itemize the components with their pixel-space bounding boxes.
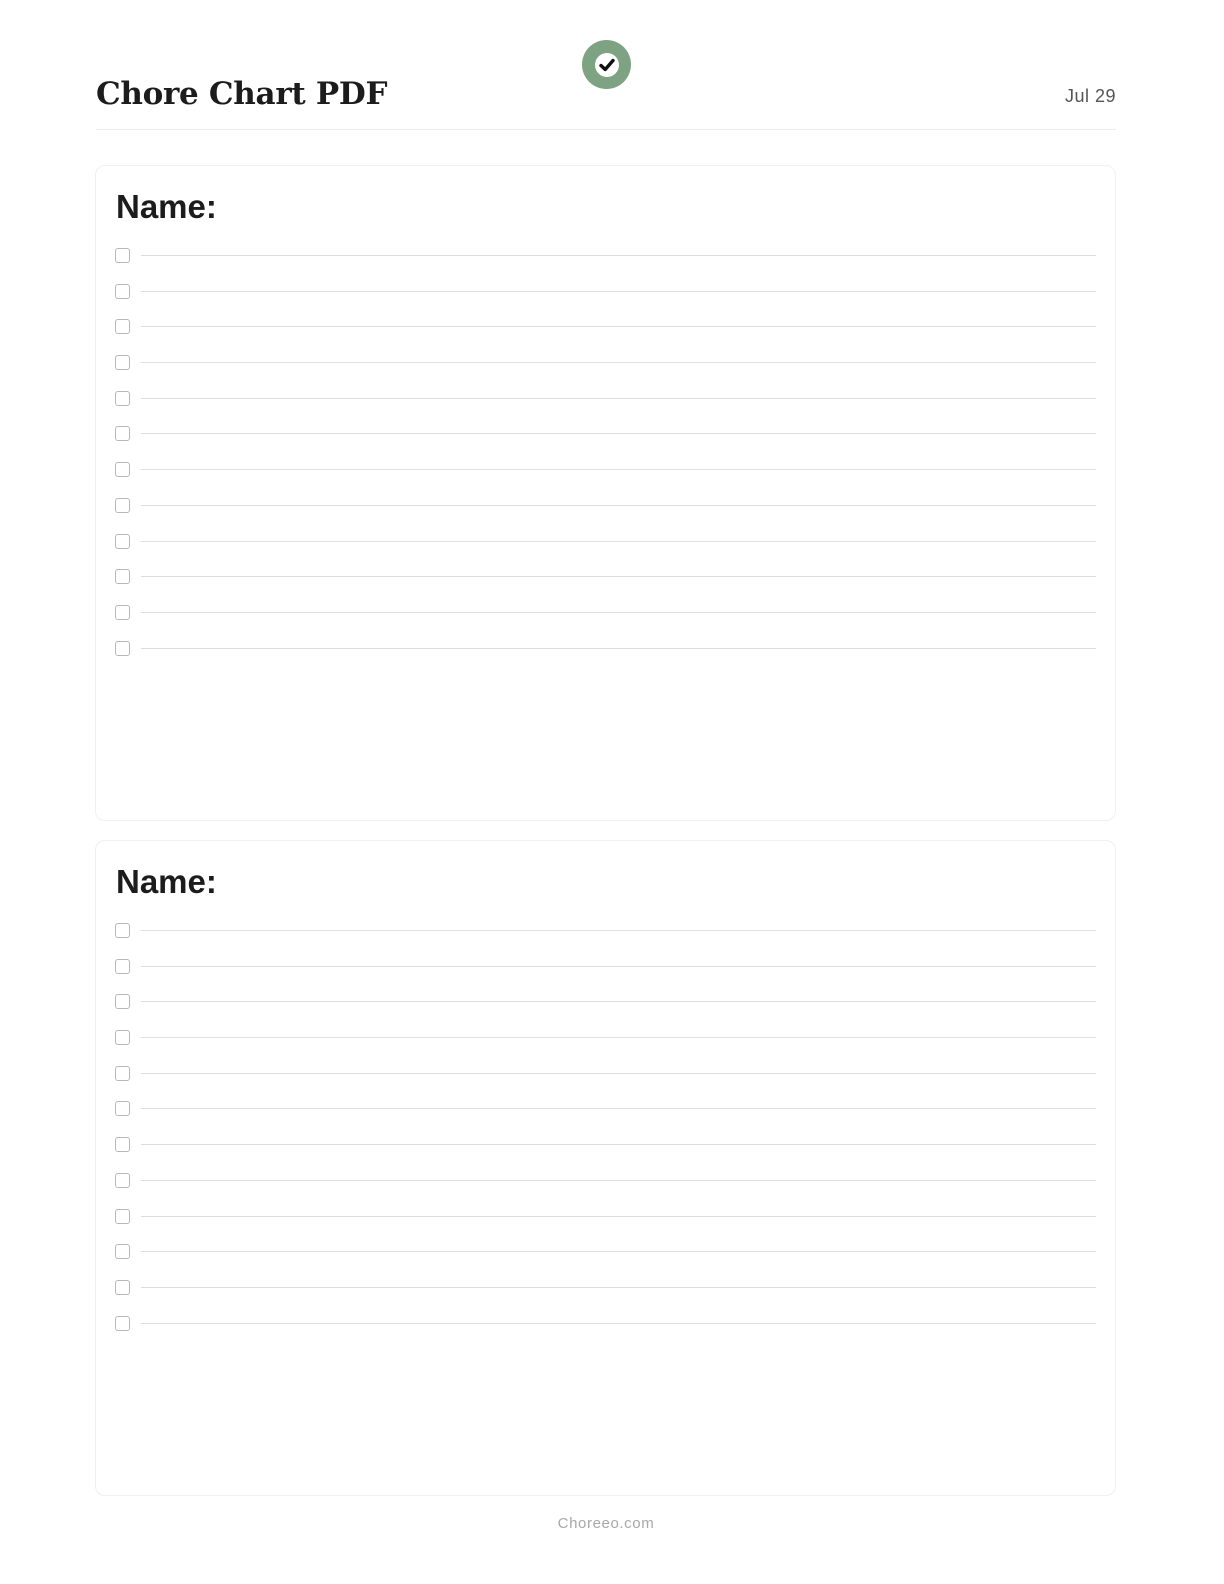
chore-checkbox[interactable]: [115, 426, 130, 441]
chore-checkbox[interactable]: [115, 569, 130, 584]
chore-checkbox[interactable]: [115, 959, 130, 974]
chore-row: [115, 1207, 1096, 1243]
chore-write-line: [141, 362, 1096, 363]
chore-row: [115, 389, 1096, 425]
chore-checkbox[interactable]: [115, 1137, 130, 1152]
chore-row: [115, 282, 1096, 318]
page-header: [96, 72, 1116, 130]
chore-row: [115, 424, 1096, 460]
chore-write-line: [141, 1073, 1096, 1074]
chore-write-line: [141, 505, 1096, 506]
chore-checkbox[interactable]: [115, 319, 130, 334]
chore-write-line: [141, 469, 1096, 470]
chore-checkbox[interactable]: [115, 391, 130, 406]
chore-write-line: [141, 1144, 1096, 1145]
chore-write-line: [141, 1037, 1096, 1038]
chore-row: [115, 1099, 1096, 1135]
chore-checkbox[interactable]: [115, 284, 130, 299]
chore-checkbox[interactable]: [115, 355, 130, 370]
chore-row: [115, 603, 1096, 639]
chore-row: [115, 1171, 1096, 1207]
card-name-label: Name:: [116, 863, 217, 900]
chore-checkbox[interactable]: [115, 1101, 130, 1116]
chore-row: [115, 957, 1096, 993]
chore-write-line: [141, 1287, 1096, 1288]
chore-row: [115, 246, 1096, 282]
card-name-label: Name:: [116, 188, 217, 225]
chore-checkbox[interactable]: [115, 923, 130, 938]
footer-site-link: Choreeo.com: [557, 1515, 655, 1532]
chore-checkbox[interactable]: [115, 498, 130, 513]
chore-card: [95, 840, 1116, 1496]
chore-row: [115, 496, 1096, 532]
chore-row: [115, 532, 1096, 568]
chore-checkbox[interactable]: [115, 534, 130, 549]
chore-row: [115, 460, 1096, 496]
chore-checkbox[interactable]: [115, 994, 130, 1009]
chore-checkbox[interactable]: [115, 1066, 130, 1081]
chore-rows: [115, 246, 1096, 674]
chore-row: [115, 1278, 1096, 1314]
chore-write-line: [141, 1323, 1096, 1324]
chore-row: [115, 1135, 1096, 1171]
chore-write-line: [141, 1108, 1096, 1109]
chore-row: [115, 1028, 1096, 1064]
chore-row: [115, 567, 1096, 603]
page-title: Chore Chart PDF: [96, 76, 388, 112]
chore-row: [115, 1314, 1096, 1350]
chore-checkbox[interactable]: [115, 1280, 130, 1295]
chore-checkbox[interactable]: [115, 1209, 130, 1224]
chore-row: [115, 1242, 1096, 1278]
page-date: Jul 29: [1064, 86, 1116, 106]
chore-write-line: [141, 612, 1096, 613]
chore-write-line: [141, 291, 1096, 292]
chore-write-line: [141, 648, 1096, 649]
chore-write-line: [141, 1001, 1096, 1002]
chore-write-line: [141, 1216, 1096, 1217]
chore-write-line: [141, 255, 1096, 256]
chore-write-line: [141, 541, 1096, 542]
chore-checkbox[interactable]: [115, 1316, 130, 1331]
chore-checkbox[interactable]: [115, 1173, 130, 1188]
chore-checkbox[interactable]: [115, 605, 130, 620]
chore-write-line: [141, 433, 1096, 434]
chore-checkbox[interactable]: [115, 462, 130, 477]
chore-row: [115, 639, 1096, 675]
chore-checkbox[interactable]: [115, 1030, 130, 1045]
chore-row: [115, 921, 1096, 957]
chore-write-line: [141, 576, 1096, 577]
chore-write-line: [141, 1251, 1096, 1252]
chore-write-line: [141, 1180, 1096, 1181]
chore-row: [115, 353, 1096, 389]
chore-write-line: [141, 966, 1096, 967]
chore-row: [115, 1064, 1096, 1100]
chore-checkbox[interactable]: [115, 1244, 130, 1259]
chore-row: [115, 317, 1096, 353]
chore-card: [95, 165, 1116, 821]
chore-rows: [115, 921, 1096, 1349]
chore-checkbox[interactable]: [115, 641, 130, 656]
chore-write-line: [141, 398, 1096, 399]
chore-write-line: [141, 930, 1096, 931]
chore-row: [115, 992, 1096, 1028]
chore-checkbox[interactable]: [115, 248, 130, 263]
chore-write-line: [141, 326, 1096, 327]
